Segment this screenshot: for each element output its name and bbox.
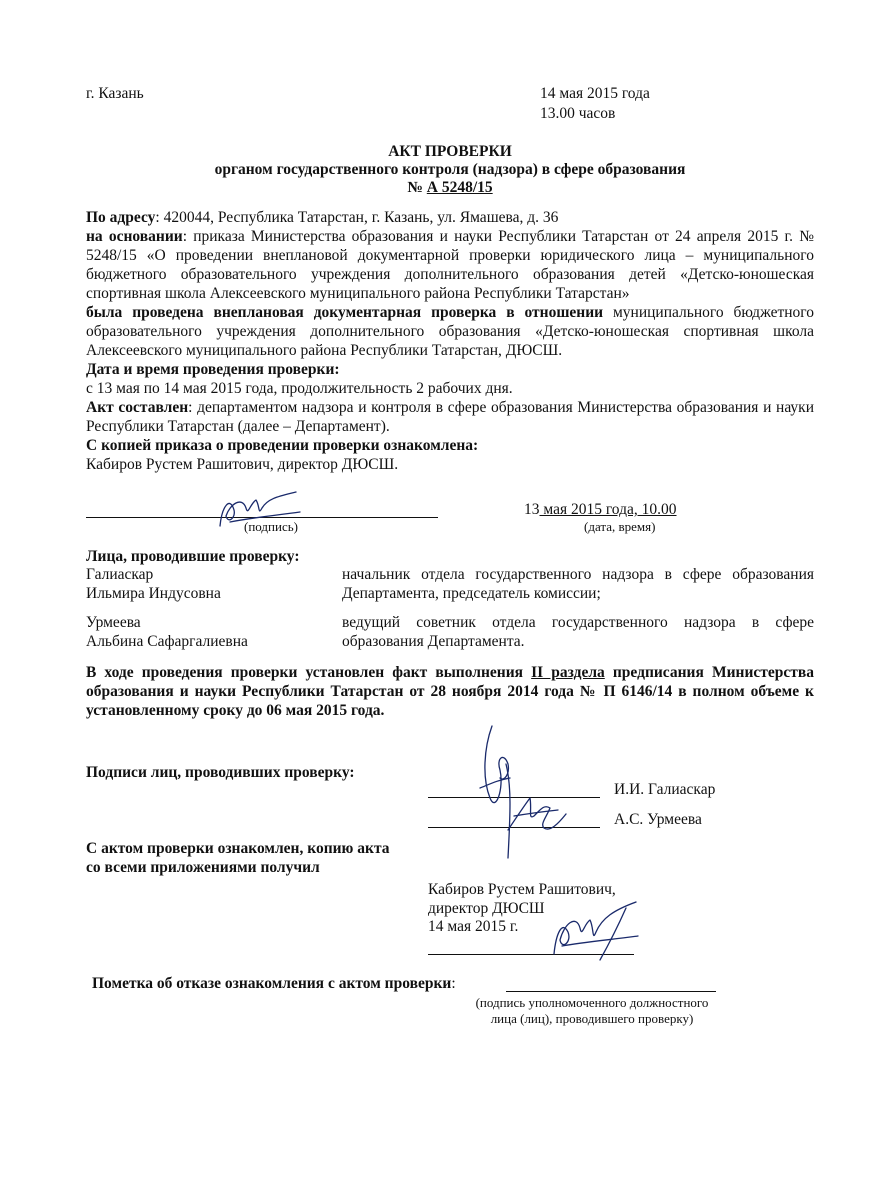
document-date: 14 мая 2015 года [540,85,650,102]
act-number: № А 5248/15 [407,179,493,196]
received-datetime: 13 мая 2015 года, 10.00 [524,501,677,518]
city: г. Казань [86,85,144,102]
inspector-1-role: начальник отдела государственного надзора в сфере образования Департамента, председатель комиссии; [342,566,814,602]
acquainted-value: Кабиров Рустем Рашитович, директор ДЮСШ. [86,456,399,473]
refusal-caption-2: лица (лиц), проводившего проверку) [490,1011,694,1026]
refusal-signature-line [506,991,716,992]
signatures-label: Подписи лиц, проводивших проверку: [86,764,355,781]
document-time: 13.00 часов [540,105,616,122]
address-paragraph: По адресу: 420044, Республика Татарстан, г. Казань, ул. Ямашева, д. 36 [86,209,559,226]
refusal-label: Пометка об отказе ознакомления с актом проверки: [92,975,456,992]
refusal-caption-1: (подпись уполномоченного должностного [475,995,709,1010]
basis-paragraph: на основании: приказа Министерства образования и науки Республики Татарстан от 24 апреля 2015 г. № 5248/15 «О проведении внеплановой документарной проверки юридического лица – муниципального бюджетного образовательного учреждения дополнительного образования детей «Детско-юношеская спортивная школа Алексеевского муниципального района Республики Татарстан» [86,228,814,302]
datetime-caption: (дата, время) [584,519,656,534]
inspector-1-name: Галиаскар Ильмира Индусовна [86,566,221,602]
inspector-2-name: Урмеева Альбина Сафаргалиевна [86,614,248,650]
director-signature-2 [540,898,650,968]
title-line1: АКТ ПРОВЕРКИ [388,143,512,160]
body-text [86,208,814,474]
datetime-label: Дата и время проведения проверки: [86,361,340,378]
inspection-paragraph: была проведена внеплановая документарная проверка в отношении муниципального бюджетного образовательного учреждения дополнительного образования «Детско-юношеская спортивная школа Алексеевского муниципального района Республики Татарстан, ДЮСШ. [86,304,814,359]
signer2-name: А.С. Урмеева [614,811,702,828]
act-number-value: А 5248/15 [426,179,493,196]
inspector-signature-2 [500,790,570,840]
composed-paragraph: Акт составлен: департаментом надзора и контроля в сфере образования Министерства образования и науки Республики Татарстан (далее – Департамент). [86,399,814,435]
signature-caption: (подпись) [244,519,298,534]
received-position: директор ДЮСШ [428,900,545,917]
datetime-value: с 13 мая по 14 мая 2015 года, продолжительность 2 рабочих дня. [86,380,513,397]
acquainted-label: С копией приказа о проведении проверки ознакомлена: [86,437,479,454]
inspector-2-role: ведущий советник отдела государственного надзора в сфере образования Департамента. [342,614,814,650]
received-label-1: С актом проверки ознакомлен, копию акта [86,840,390,857]
received-name: Кабиров Рустем Рашитович, [428,881,616,898]
received-date: 14 мая 2015 г. [428,918,519,935]
received-label-2: со всеми приложениями получил [86,859,320,876]
finding-paragraph: В ходе проведения проверки установлен факт выполнения II раздела предписания Министерства образования и науки Республики Татарстан от 28 ноября 2014 года № П 6146/14 в полном объеме к установленному сроку до 06 мая 2015 года. [86,664,814,719]
title-line2: органом государственного контроля (надзора) в сфере образования [214,161,686,178]
signer1-name: И.И. Галиаскар [614,781,716,798]
inspectors-heading: Лица, проводившие проверку: [86,548,300,565]
director-signature-1 [200,486,320,534]
